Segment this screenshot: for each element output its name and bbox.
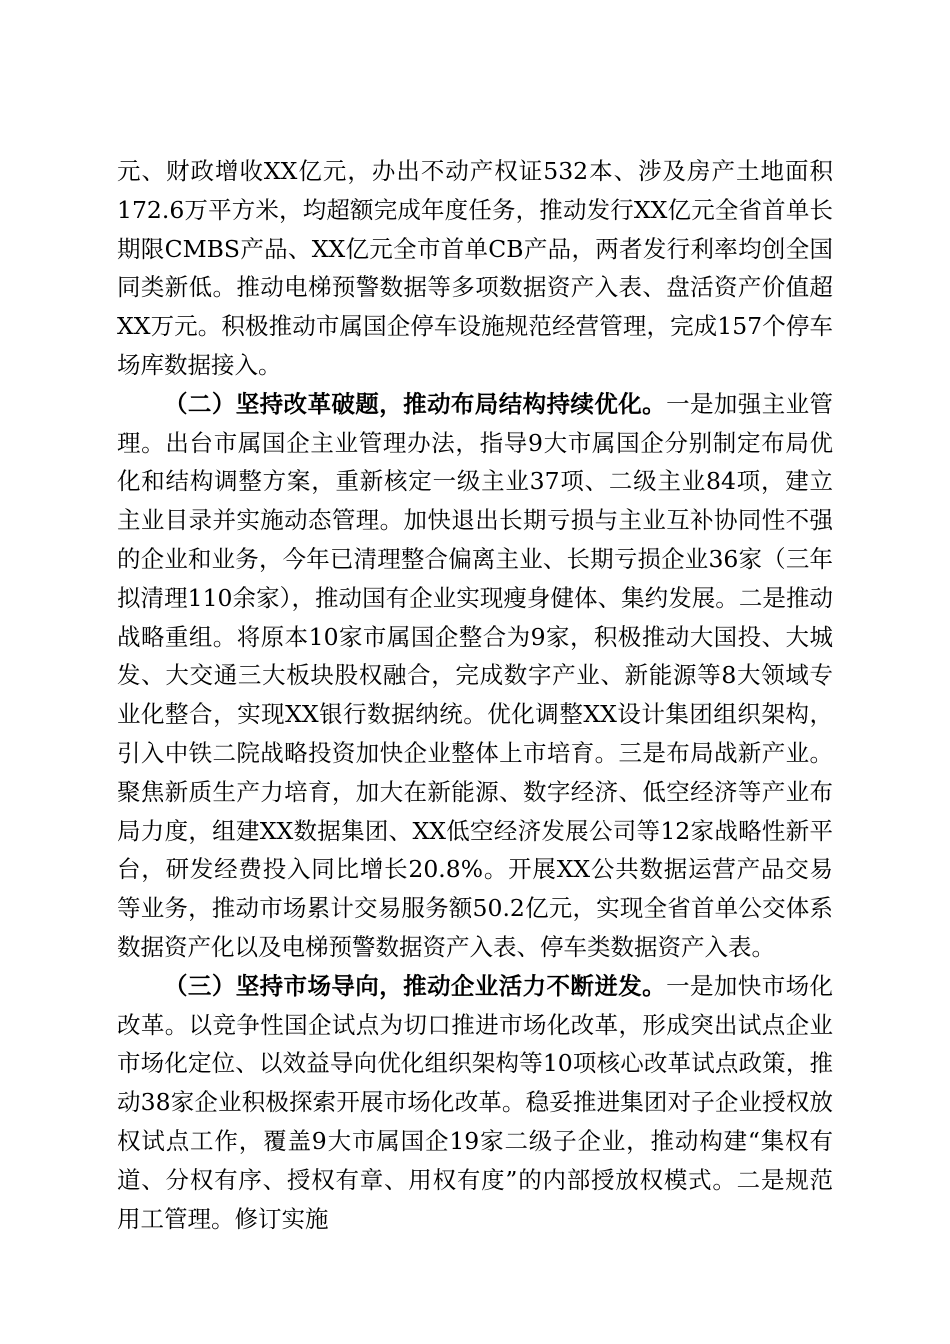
section-heading: （二）坚持改革破题，推动布局结构持续优化。 bbox=[164, 389, 667, 418]
paragraph-text: 一是加强主业管理。出台市属国企主业管理办法，指导9大市属国企分别制定布局优化和结构调整方案，重新核定一级主业37项、二级主业84项，建立主业目录并实施动态管理。加快退出长期亏损与主业互补协同性不强的企业和业务，今年已清理整合偏离主业、长期亏损企业36家（三年拟清理110余家），推动国有企业实现瘦身健体、集约发展。二是推动战略重组。将原本10家市属国企整合为9家，积极推动大国投、大城发、大交通三大板块股权融合，完成数字产业、新能源等8大领域专业化整合，实现XX银行数据纳统。优化调整XX设计集团组织架构，引入中铁二院战略投资加快企业整体上市培育。三是布局战新产业。聚焦新质生产力培育，加大在新能源、数字经济、低空经济等产业布局力度，组建XX数据集团、XX低空经济发展公司等12家战略性新平台，研发经费投入同比增长20.8%。开展XX公共数据运营产品交易等业务，推动市场累计交易服务额50.2亿元，实现全省首单公交体系数据资产化以及电梯预警数据资产入表、停车类数据资产入表。 bbox=[117, 389, 834, 961]
paragraph-text: 元、财政增收XX亿元，办出不动产权证532本、涉及房产土地面积172.6万平方米，均超额完成年度任务，推动发行XX亿元全省首单长期限CMBS产品、XX亿元全市首单CB产品，两者发行利率均创全国同类新低。推动电梯预警数据等多项数据资产入表、盘活资产价值超XX万元。积极推动市属国企停车设施规范经营管理，完成157个停车场库数据接入。 bbox=[117, 157, 833, 379]
paragraph-section-3 bbox=[117, 967, 833, 1239]
paragraph-continuation bbox=[117, 152, 833, 385]
paragraph-text: 一是加快市场化改革。以竞争性国企试点为切口推进市场化改革，形成突出试点企业市场化定位、以效益导向优化组织架构等10项核心改革试点政策，推动38家企业积极探索开展市场化改革。稳妥推进集团对子企业授权放权试点工作，覆盖9大市属国企19家二级子企业，推动构建“集权有道、分权有序、授权有章、用权有度”的内部授放权模式。二是规范用工管理。修订实施 bbox=[117, 971, 834, 1233]
document-page bbox=[117, 152, 833, 1238]
section-heading: （三）坚持市场导向，推动企业活力不断迸发。 bbox=[164, 971, 667, 1000]
paragraph-section-2 bbox=[117, 385, 833, 967]
